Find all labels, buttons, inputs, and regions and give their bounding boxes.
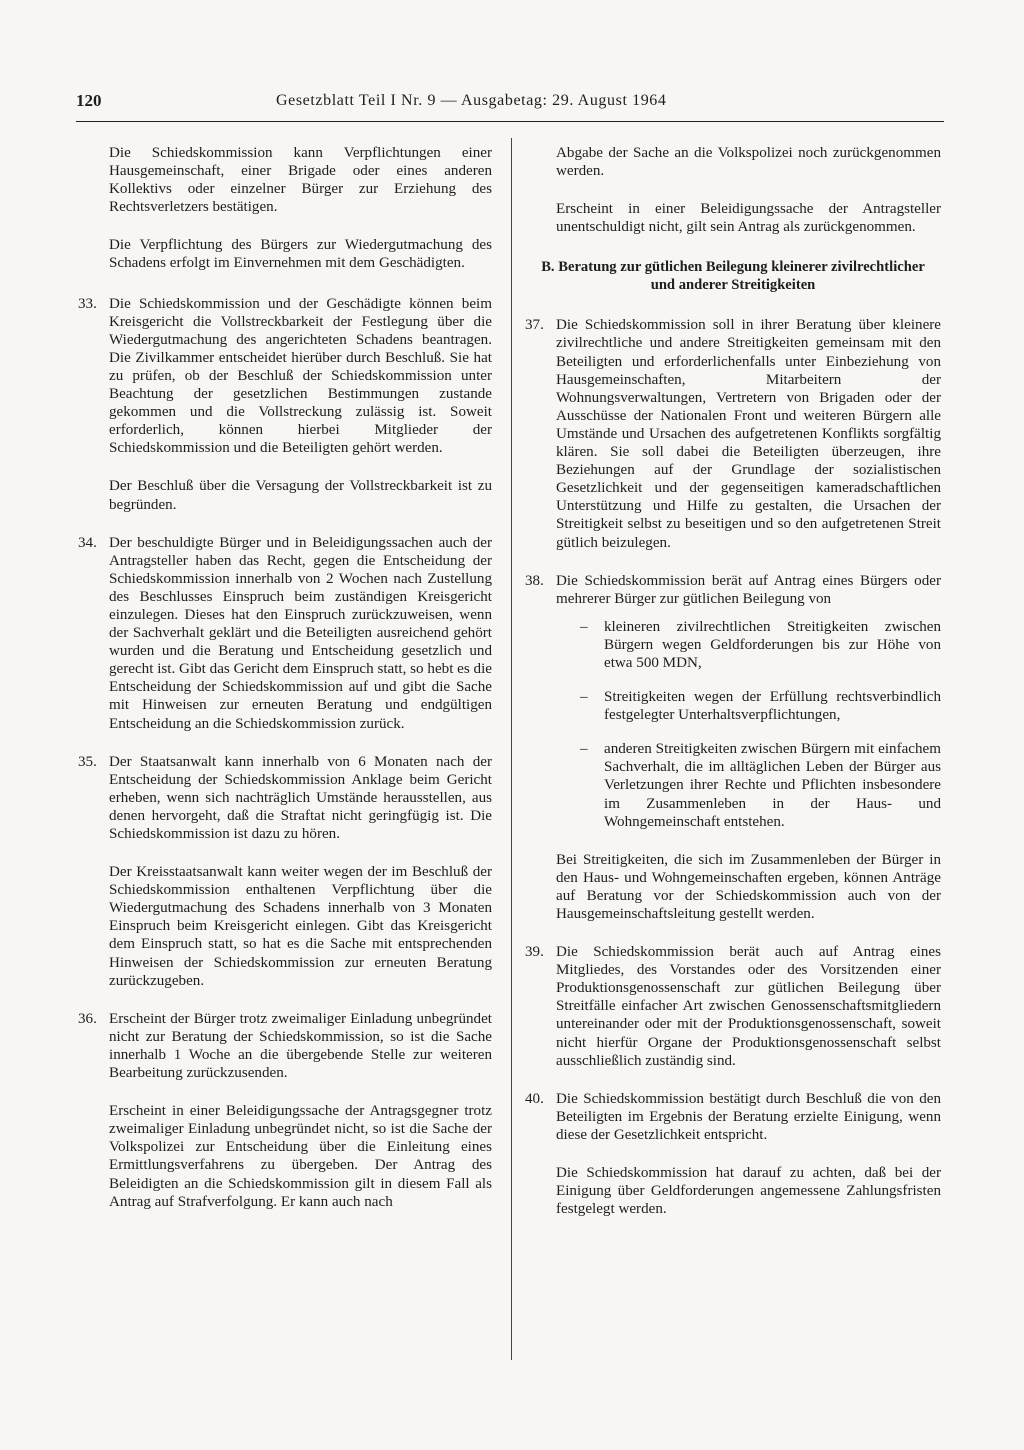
paragraph: Die Schiedskommission soll in ihrer Beratung über kleinere zivilrechtliche und andere Streitigkeiten gemeinsam mit den Beteiligten und erforderlichenfalls unter Einbeziehung von Hausgemeinschaften, Mitarbeitern der Wohnungsverwaltungen, Vertretern von Brigaden oder der Ausschüsse der Nationalen Front und weiteren Bürgern alle Umstände und Ursachen des aufgetretenen Konflikts sorgfältig klären. Sie soll dabei die Beteiligten überzeugen, ihre Beziehungen auf der Grundlage der sozialistischen Gesetzlichkeit und der gegenseitigen kameradschaftlichen Unterstützung und Hilfe zu gestalten, die Ursachen der Streitigkeit selbst zu beseitigen und so den aufgetretenen Streit gütlich beizulegen. <box>556 317 941 551</box>
section-33 <box>78 295 492 514</box>
paragraph: Abgabe der Sache an die Volkspolizei noch zurückgenommen werden. <box>556 145 941 180</box>
list-item <box>556 618 941 672</box>
section-number: 40. <box>525 1090 544 1107</box>
section-36 <box>78 1010 492 1211</box>
paragraph: Die Schiedskommission und der Geschädigte können beim Kreisgericht die Vollstreckbarkeit der Festlegung über die Wiedergutmachung des angerichteten Schadens beantragen. Die Zivilkammer entscheidet hierüber durch Beschluß. Sie hat zu prüfen, ob der Beschluß der Schiedskommission unter Beachtung der gesetzlichen Bestimmungen zustande gekommen und die Vollstreckung zulässig ist. Soweit erforderlich, können hierbei Mitglieder der Schiedskommission und die Beteiligten gehört werden. <box>109 295 492 457</box>
left-column <box>78 144 492 1231</box>
dash-bullet: – <box>580 741 588 758</box>
paragraph: Die Verpflichtung des Bürgers zur Wiedergutmachung des Schadens erfolgt im Einvernehmen mit dem Geschädigten. <box>109 237 492 272</box>
section-40 <box>525 1090 941 1219</box>
paragraph: Bei Streitigkeiten, die sich im Zusammenleben der Bürger in den Haus- und Wohngemeinschaften ergeben, können Anträge auf Beratung vor der Schiedskommission auch von der Hausgemeinschaftsleitung gestellt werden. <box>556 851 941 922</box>
paragraph: Die Schiedskommission kann Verpflichtungen einer Hausgemeinschaft, einer Brigade oder eines anderen Kollektivs oder einzelner Bürger zur Erziehung des Rechtsverletzers bestätigen. <box>109 145 492 216</box>
section-number: 37. <box>525 317 544 334</box>
dash-bullet: – <box>580 689 588 706</box>
section-number: 36. <box>78 1010 97 1027</box>
header-rule <box>76 121 944 122</box>
section-number: 34. <box>78 534 97 551</box>
list-item <box>556 688 941 724</box>
list-item-text: anderen Streitigkeiten zwischen Bürgern mit einfachem Sachverhalt, die im alltäglichen Leben der Bürger aus Verletzungen ihrer Rechte und Pflichten insbesondere im Zusammenleben in der Haus- und Wohngemeinschaft entstehen. <box>604 741 941 830</box>
page-number: 120 <box>76 91 102 110</box>
paragraph: Der Kreisstaatsanwalt kann weiter wegen der im Beschluß der Schiedskommission enthaltenen Verpflichtung über die Wiedergutmachung des Schadens innerhalb von 3 Monaten Einspruch beim Kreisgericht einlegen. Gibt das Kreisgericht dem Einspruch statt, so hat es die Sache mit entsprechenden Hinweisen der Schiedskommission zur erneuten Beratung zurückzugeben. <box>109 864 492 989</box>
right-column <box>525 144 941 1238</box>
dash-list <box>556 618 941 831</box>
dash-bullet: – <box>580 618 588 635</box>
section-35 <box>78 753 492 990</box>
paragraph: Erscheint in einer Beleidigungssache der Antragsteller unentschuldigt nicht, gilt sein Antrag als zurückgenommen. <box>556 201 941 236</box>
section-number: 33. <box>78 295 97 312</box>
column-divider <box>511 138 512 1360</box>
paragraph: Der Staatsanwalt kann innerhalb von 6 Monaten nach der Entscheidung der Schiedskommission Anklage beim Gericht erheben, wenn sich nachträglich Umstände herausstellen, aus denen hervorgeht, daß die Straftat nicht geringfügig ist. Die Schiedskommission ist dazu zu hören. <box>109 753 492 842</box>
section-37 <box>525 316 941 551</box>
section-38 <box>525 572 941 924</box>
paragraph: Erscheint in einer Beleidigungssache der Antragsgegner trotz zweimaliger Einladung unbegründet nicht, so ist die Sache der Volkspolizei zur Entscheidung über die Einleitung eines Ermittlungsverfahrens zu übergeben. Der Antrag des Beleidigten an die Schiedskommission gilt in diesem Fall als Antrag auf Strafverfolgung. Er kann auch nach <box>109 1103 492 1210</box>
list-item <box>556 740 941 830</box>
paragraph: Die Schiedskommission bestätigt durch Beschluß die von den Beteiligten im Ergebnis der Beratung erzielte Einigung, wenn diese der Gesetzlichkeit entspricht. <box>556 1090 941 1143</box>
paragraph: Die Schiedskommission berät auch auf Antrag eines Mitgliedes, des Vorstandes oder des Vorsitzenden einer Produktionsgenossenschaft zur gütlichen Beilegung über Streitfälle einfacher Art zwischen Genossenschaftsmitgliedern untereinander oder mit der Produktionsgenossenschaft, soweit nicht hierfür Organe der Produktionsgenossenschaft selbst ausschließlich zuständig sind. <box>556 944 941 1069</box>
gazette-title: Gesetzblatt Teil I Nr. 9 — Ausgabetag: 29. August 1964 <box>276 92 667 109</box>
paragraph: Die Schiedskommission hat darauf zu achten, daß bei der Einigung über Geldforderungen angemessene Zahlungsfristen festgelegt werden. <box>556 1165 941 1218</box>
section-number: 35. <box>78 753 97 770</box>
paragraph: Der beschuldigte Bürger und in Beleidigungssachen auch der Antragsteller haben das Recht, gegen die Entscheidung der Schiedskommission innerhalb von 2 Wochen nach Zustellung des Beschlusses Einspruch beim zuständigen Kreisgericht einzulegen. Dieses hat den Einspruch zurückzuweisen, wenn der Sachverhalt geklärt und die Beteiligten ausreichend gehört wurden und die Beratung und Entscheidung gesetzlich und gerecht ist. Gibt das Gericht dem Einspruch statt, so hebt es die Entscheidung der Schiedskommission auf und gibt die Sache mit Hinweisen zur erneuten Beratung und endgültigen Entscheidung an die Schiedskommission zurück. <box>109 534 492 732</box>
paragraph: Erscheint der Bürger trotz zweimaliger Einladung unbegründet nicht zur Beratung der Schiedskommission, so ist die Sache innerhalb 1 Woche an die übergebende Stelle zur weiteren Bearbeitung zurückzusenden. <box>109 1010 492 1082</box>
list-item-text: kleineren zivilrechtlichen Streitigkeiten zwischen Bürgern wegen Geldforderungen bis zur Höhe von etwa 500 MDN, <box>604 618 941 671</box>
section-number: 39. <box>525 944 544 961</box>
page-header <box>76 86 876 116</box>
list-item-text: Streitigkeiten wegen der Erfüllung rechtsverbindlich festgelegter Unterhaltsverpflichtungen, <box>604 689 941 724</box>
paragraph: Die Schiedskommission berät auf Antrag eines Bürgers oder mehrerer Bürger zur gütlichen Beilegung von <box>556 572 941 607</box>
section-39 <box>525 943 941 1070</box>
paragraph: Der Beschluß über die Versagung der Vollstreckbarkeit ist zu begründen. <box>109 478 492 513</box>
section-34 <box>78 534 492 733</box>
section-heading: B. Beratung zur gütlichen Beilegung kleinerer zivilrechtlicher und anderer Streitigkeiten <box>541 259 925 294</box>
section-number: 38. <box>525 572 544 589</box>
